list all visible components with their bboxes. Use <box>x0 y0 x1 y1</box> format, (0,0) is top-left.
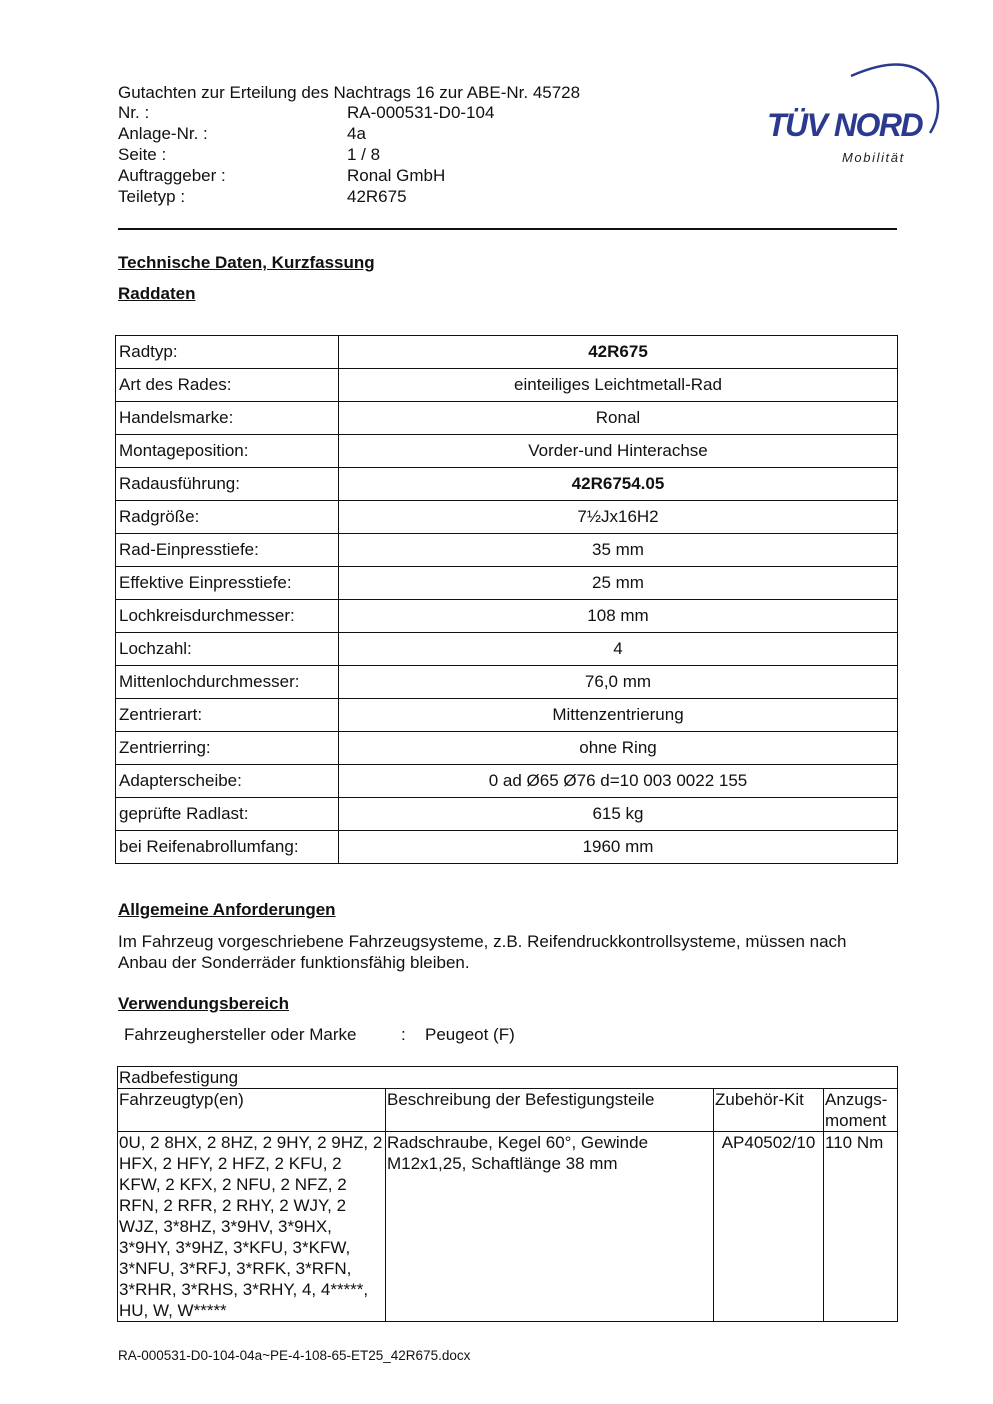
header-beschreibung: Beschreibung der Befestigungsteile <box>386 1089 714 1132</box>
section-title: Technische Daten, Kurzfassung <box>118 253 375 272</box>
raddaten-value: Vorder-und Hinterachse <box>339 435 898 468</box>
raddaten-label: Radgröße: <box>116 501 339 534</box>
logo-tagline: Mobilität <box>842 150 905 165</box>
raddaten-label: Handelsmarke: <box>116 402 339 435</box>
raddaten-label: Radausführung: <box>116 468 339 501</box>
raddaten-row <box>116 534 898 567</box>
tuev-nord-logo <box>765 58 945 173</box>
teiletyp-value: 42R675 <box>347 187 407 206</box>
raddaten-value: 35 mm <box>339 534 898 567</box>
raddaten-row <box>116 666 898 699</box>
logo-brand: TÜV NORD <box>767 107 923 143</box>
raddaten-label: Zentrierring: <box>116 732 339 765</box>
raddaten-label: Montageposition: <box>116 435 339 468</box>
raddaten-value: 42R6754.05 <box>339 468 898 501</box>
verwendung-title: Verwendungsbereich <box>118 994 289 1013</box>
raddaten-value: 0 ad Ø65 Ø76 d=10 003 0022 155 <box>339 765 898 798</box>
raddaten-label: Mittenlochdurchmesser: <box>116 666 339 699</box>
allgemeine-title: Allgemeine Anforderungen <box>118 900 336 919</box>
raddaten-value: 1960 mm <box>339 831 898 864</box>
raddaten-row <box>116 600 898 633</box>
seite-label: Seite : <box>118 145 167 164</box>
raddaten-label: Radtyp: <box>116 336 339 369</box>
raddaten-label: bei Reifenabrollumfang: <box>116 831 339 864</box>
raddaten-value: 42R675 <box>339 336 898 369</box>
raddaten-label: Zentrierart: <box>116 699 339 732</box>
raddaten-value: einteiliges Leichtmetall-Rad <box>339 369 898 402</box>
beschreibung-cell: Radschraube, Kegel 60°, Gewinde M12x1,25, Schaftlänge 38 mm <box>386 1132 714 1322</box>
header-zubehoer-kit: Zubehör-Kit <box>714 1089 824 1132</box>
raddaten-label: Effektive Einpresstiefe: <box>116 567 339 600</box>
raddaten-row <box>116 468 898 501</box>
raddaten-row <box>116 501 898 534</box>
raddaten-value: 615 kg <box>339 798 898 831</box>
raddaten-row <box>116 765 898 798</box>
raddaten-label: Lochzahl: <box>116 633 339 666</box>
raddaten-row <box>116 798 898 831</box>
raddaten-value: 25 mm <box>339 567 898 600</box>
raddaten-title: Raddaten <box>118 284 196 303</box>
anlage-label: Anlage-Nr. : <box>118 124 208 143</box>
nr-value: RA-000531-D0-104 <box>347 103 495 122</box>
raddaten-row <box>116 369 898 402</box>
raddaten-value: Mittenzentrierung <box>339 699 898 732</box>
zubehoer-kit-cell: AP40502/10 <box>714 1132 824 1322</box>
hersteller-separator: : <box>401 1025 406 1044</box>
auftraggeber-label: Auftraggeber : <box>118 166 226 185</box>
raddaten-label: geprüfte Radlast: <box>116 798 339 831</box>
raddaten-row <box>116 402 898 435</box>
raddaten-row <box>116 567 898 600</box>
radbefestigung-table <box>117 1066 898 1322</box>
raddaten-value: ohne Ring <box>339 732 898 765</box>
raddaten-value: Ronal <box>339 402 898 435</box>
raddaten-label: Rad-Einpresstiefe: <box>116 534 339 567</box>
auftraggeber-value: Ronal GmbH <box>347 166 446 185</box>
raddaten-label: Adapterscheibe: <box>116 765 339 798</box>
footer-filename: RA-000531-D0-104-04a~PE-4-108-65-ET25_42R675.docx <box>118 1348 471 1363</box>
header-anzugsmoment: Anzugs-moment <box>824 1089 898 1132</box>
document-title: Gutachten zur Erteilung des Nachtrags 16 zur ABE-Nr. 45728 <box>118 83 581 102</box>
raddaten-label: Art des Rades: <box>116 369 339 402</box>
raddaten-row <box>116 699 898 732</box>
fahrzeugtypen-cell: 0U, 2 8HX, 2 8HZ, 2 9HY, 2 9HZ, 2 HFX, 2 HFY, 2 HFZ, 2 KFU, 2 KFW, 2 KFX, 2 NFU, 2 NFZ, 2 RFN, 2 RFR, 2 RHY, 2 WJY, 2 WJZ, 3*8HZ, 3*9HV, 3*9HX, 3*9HY, 3*9HZ, 3*KFU, 3*KFW, 3*NFU, 3*RFJ, 3*RFK, 3*RFN, 3*RHR, 3*RHS, 3*RHY, 4, 4*****, HU, W, W***** <box>118 1132 386 1322</box>
allgemeine-text: Im Fahrzeug vorgeschriebene Fahrzeugsysteme, z.B. Reifendruckkontrollsysteme, müssen nach Anbau der Sonderräder funktionsfähig bleiben. <box>118 932 847 972</box>
header-fahrzeugtyp: Fahrzeugtyp(en) <box>118 1089 386 1132</box>
anzugsmoment-cell: 110 Nm <box>824 1132 898 1322</box>
raddaten-row <box>116 831 898 864</box>
nr-label: Nr. : <box>118 103 150 122</box>
seite-value: 1 / 8 <box>347 145 381 164</box>
hersteller-label: Fahrzeughersteller oder Marke <box>124 1025 357 1044</box>
teiletyp-label: Teiletyp : <box>118 187 186 206</box>
raddaten-row <box>116 633 898 666</box>
raddaten-row <box>116 336 898 369</box>
hersteller-value: Peugeot (F) <box>425 1025 515 1044</box>
header-divider <box>118 228 897 230</box>
raddaten-row <box>116 732 898 765</box>
raddaten-value: 4 <box>339 633 898 666</box>
raddaten-value: 7½Jx16H2 <box>339 501 898 534</box>
raddaten-label: Lochkreisdurchmesser: <box>116 600 339 633</box>
radbefestigung-title: Radbefestigung <box>118 1067 898 1089</box>
raddaten-row <box>116 435 898 468</box>
raddaten-value: 108 mm <box>339 600 898 633</box>
raddaten-table <box>115 335 898 864</box>
raddaten-value: 76,0 mm <box>339 666 898 699</box>
anlage-value: 4a <box>347 124 366 143</box>
